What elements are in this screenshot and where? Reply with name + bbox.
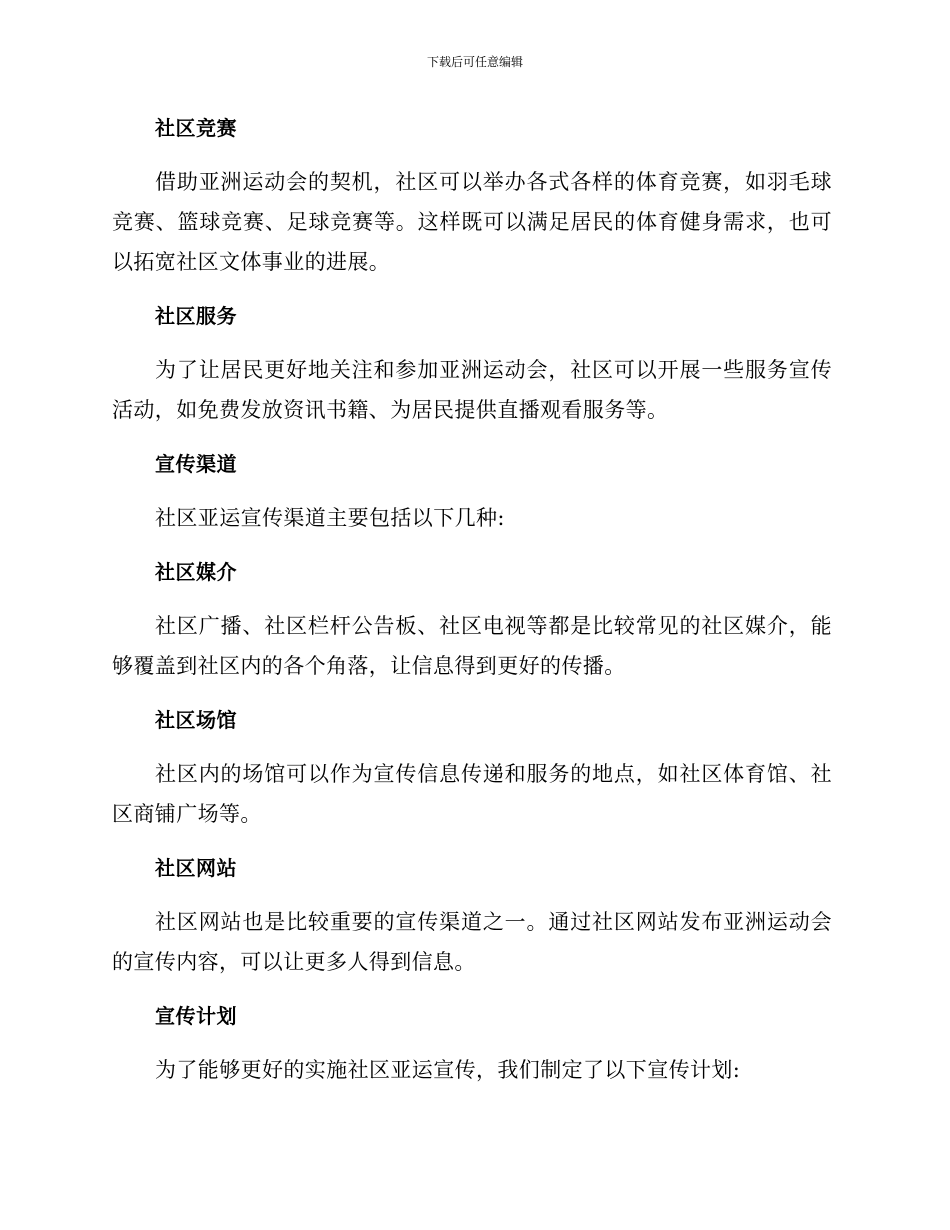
section-heading-community-competition: 社区竞赛 [155,116,237,140]
section-heading-publicity-channels: 宣传渠道 [155,452,237,476]
paragraph-publicity-channels: 社区亚运宣传渠道主要包括以下几种: [155,506,505,530]
section-heading-community-venues: 社区场馆 [155,708,237,732]
section-heading-community-website: 社区网站 [155,856,237,880]
paragraph-community-competition: 借助亚洲运动会的契机，社区可以举办各式各样的体育竞赛，如羽毛球竞赛、篮球竞赛、足球竞赛等。这样既可以满足居民的体育健身需求，也可以拓宽社区文体事业的进展。 [112,170,832,274]
section-heading-publicity-plan: 宣传计划 [155,1004,237,1028]
paragraph-community-media: 社区广播、社区栏杆公告板、社区电视等都是比较常见的社区媒介，能够覆盖到社区内的各个角落，让信息得到更好的传播。 [112,614,832,678]
section-heading-community-media: 社区媒介 [155,560,237,584]
page-header: 下载后可任意编辑 [426,55,523,69]
section-heading-community-service: 社区服务 [155,304,237,328]
paragraph-publicity-plan: 为了能够更好的实施社区亚运宣传，我们制定了以下宣传计划: [155,1058,741,1082]
document-body [112,108,832,1104]
paragraph-community-venues: 社区内的场馆可以作为宣传信息传递和服务的地点，如社区体育馆、社区商铺广场等。 [112,762,832,826]
paragraph-community-service: 为了让居民更好地关注和参加亚洲运动会，社区可以开展一些服务宣传活动，如免费发放资讯书籍、为居民提供直播观看服务等。 [112,358,832,422]
paragraph-community-website: 社区网站也是比较重要的宣传渠道之一。通过社区网站发布亚洲运动会的宣传内容，可以让更多人得到信息。 [112,910,832,974]
